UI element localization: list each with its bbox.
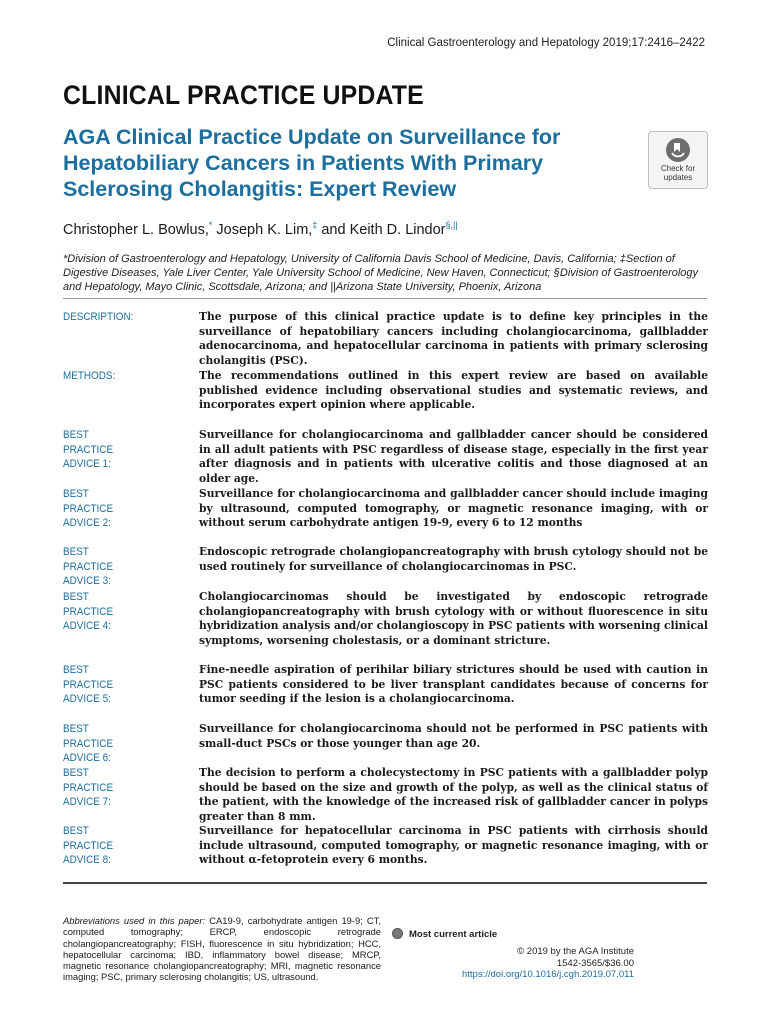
- author-name[interactable]: Christopher L. Bowlus,: [63, 221, 209, 238]
- section-text: Surveillance for cholangiocarcinoma should not be performed in PSC patients with small-duct PSCs or those younger than age 20.: [199, 722, 708, 750]
- section-text: The decision to perform a cholecystectomy in PSC patients with a gallbladder polyp should be based on the size and growth of the polyp, as well as the clinical status of the patient, with the knowledge of the increased risk of gallbladder cancer in polyps greater than 8 mm.: [199, 766, 708, 823]
- author-affiliation-mark: ‡: [312, 220, 318, 230]
- section-text: Cholangiocarcinomas should be investigated by endoscopic retrograde cholangiopancreatography with brush cytology with or without fluorescence in situ hybridization analysis and/or cholangioscopy in PSC patients with worsening clinical symptoms, worsening cholestasis, or a dominant stricture.: [199, 590, 708, 647]
- issn-price: 1542-3565/$36.00: [556, 957, 634, 969]
- check-for-updates-badge[interactable]: [648, 131, 708, 189]
- section-label: BEST PRACTICE ADVICE 2:: [63, 488, 114, 530]
- check-for-updates-line2: updates: [663, 173, 693, 182]
- check-for-updates-icon: [666, 138, 690, 162]
- abbreviations-text: CA19-9, carbohydrate antigen 19-9; CT, computed tomography; ERCP, endoscopic retrograde cholangiopancreatography; FISH, fluorescence in situ hybridization; HCC, hepatocellular carcinoma; IBD, inflammatory bowel disease; MRCP, magnetic resonance cholangiopancreatography; MRI, magnetic resonance imaging; PSC, primary sclerosing cholangitis; US, ultrasound.: [63, 915, 381, 983]
- section-text: Surveillance for cholangiocarcinoma and gallbladder cancer should include imaging by ultrasound, computed tomography, or magnetic resonance imaging, with or without serum carbohydrate antigen 19-9, every 6 to 12 months: [199, 487, 708, 530]
- section-text: Fine-needle aspiration of perihilar biliary strictures should be used with caution in PSC patients considered to be liver transplant candidates because of concerns for tumor seeding if the lesion is a cholangiocarcinoma.: [199, 663, 708, 706]
- divider: [63, 882, 707, 884]
- most-current-label: Most current article: [409, 929, 498, 940]
- section-label: BEST PRACTICE ADVICE 8:: [63, 825, 114, 867]
- section-label: BEST PRACTICE ADVICE 6:: [63, 723, 114, 765]
- abbreviations-footnote: [63, 915, 381, 983]
- copyright-block: [392, 946, 634, 981]
- divider: [63, 298, 707, 299]
- doi-link[interactable]: https://doi.org/10.1016/j.cgh.2019.07.011: [461, 969, 634, 980]
- section-label: BEST PRACTICE ADVICE 3:: [63, 546, 114, 588]
- most-current-article[interactable]: [392, 928, 497, 940]
- section-text: The purpose of this clinical practice update is to define key principles in the surveillance of hepatobiliary cancers including cholangiocarcinoma, gallbladder adenocarcinoma, and hepatocellular carcinoma in patients with primary sclerosing cholangitis (PSC).: [199, 310, 708, 367]
- section-label: BEST PRACTICE ADVICE 7:: [63, 767, 114, 809]
- section-label: BEST PRACTICE ADVICE 5:: [63, 664, 114, 706]
- section-text: Surveillance for hepatocellular carcinoma in PSC patients with cirrhosis should include ultrasound, computed tomography, or magnetic resonance imaging, with or without α-fetoprotein every 6 months.: [199, 824, 708, 867]
- section-label: BEST PRACTICE ADVICE 1:: [63, 429, 114, 471]
- copyright-line: © 2019 by the AGA Institute: [517, 946, 634, 957]
- section-heading: CLINICAL PRACTICE UPDATE: [63, 80, 424, 110]
- affiliations: *Division of Gastroenterology and Hepatology, University of California Davis School of Medicine, Davis, California; ‡Section of Digestive Diseases, Yale Liver Center, Yale University School of Medicine, New Haven, Connecticut; §Division of Gastroenterology and Hepatology, Mayo Clinic, Scottsdale, Arizona; and ||Arizona State University, Phoenix, Arizona: [63, 253, 699, 293]
- section-label: METHODS:: [63, 370, 116, 382]
- article-title: AGA Clinical Practice Update on Surveillance for Hepatobiliary Cancers in Patients With Primary Sclerosing Cholangitis: Expert Review: [63, 125, 561, 201]
- author-name[interactable]: and Keith D. Lindor: [317, 221, 446, 238]
- section-text: The recommendations outlined in this expert review are based on available published evidence including observational studies and systematic reviews, and incorporates expert opinion where applicable.: [199, 369, 708, 412]
- section-label: BEST PRACTICE ADVICE 4:: [63, 591, 114, 633]
- section-label: DESCRIPTION:: [63, 311, 134, 323]
- section-text: Endoscopic retrograde cholangiopancreatography with brush cytology should not be used routinely for surveillance of cholangiocarcinomas in PSC.: [199, 545, 708, 573]
- author-list: [63, 220, 458, 238]
- check-for-updates-line1: Check for: [660, 164, 696, 173]
- section-text: Surveillance for cholangiocarcinoma and gallbladder cancer should be considered in all adult patients with PSC regardless of disease stage, especially in the first year after diagnosis and in patients with ulcerative colitis and those diagnosed at an older age.: [199, 428, 708, 485]
- current-article-icon: [392, 928, 403, 939]
- author-affiliation-mark: §,||: [445, 220, 458, 230]
- journal-reference: Clinical Gastroenterology and Hepatology 2019;17:2416–2422: [387, 37, 705, 49]
- author-name[interactable]: Joseph K. Lim,: [212, 221, 313, 238]
- abbreviations-lead: Abbreviations used in this paper:: [63, 915, 206, 926]
- author-affiliation-mark: *: [208, 220, 213, 230]
